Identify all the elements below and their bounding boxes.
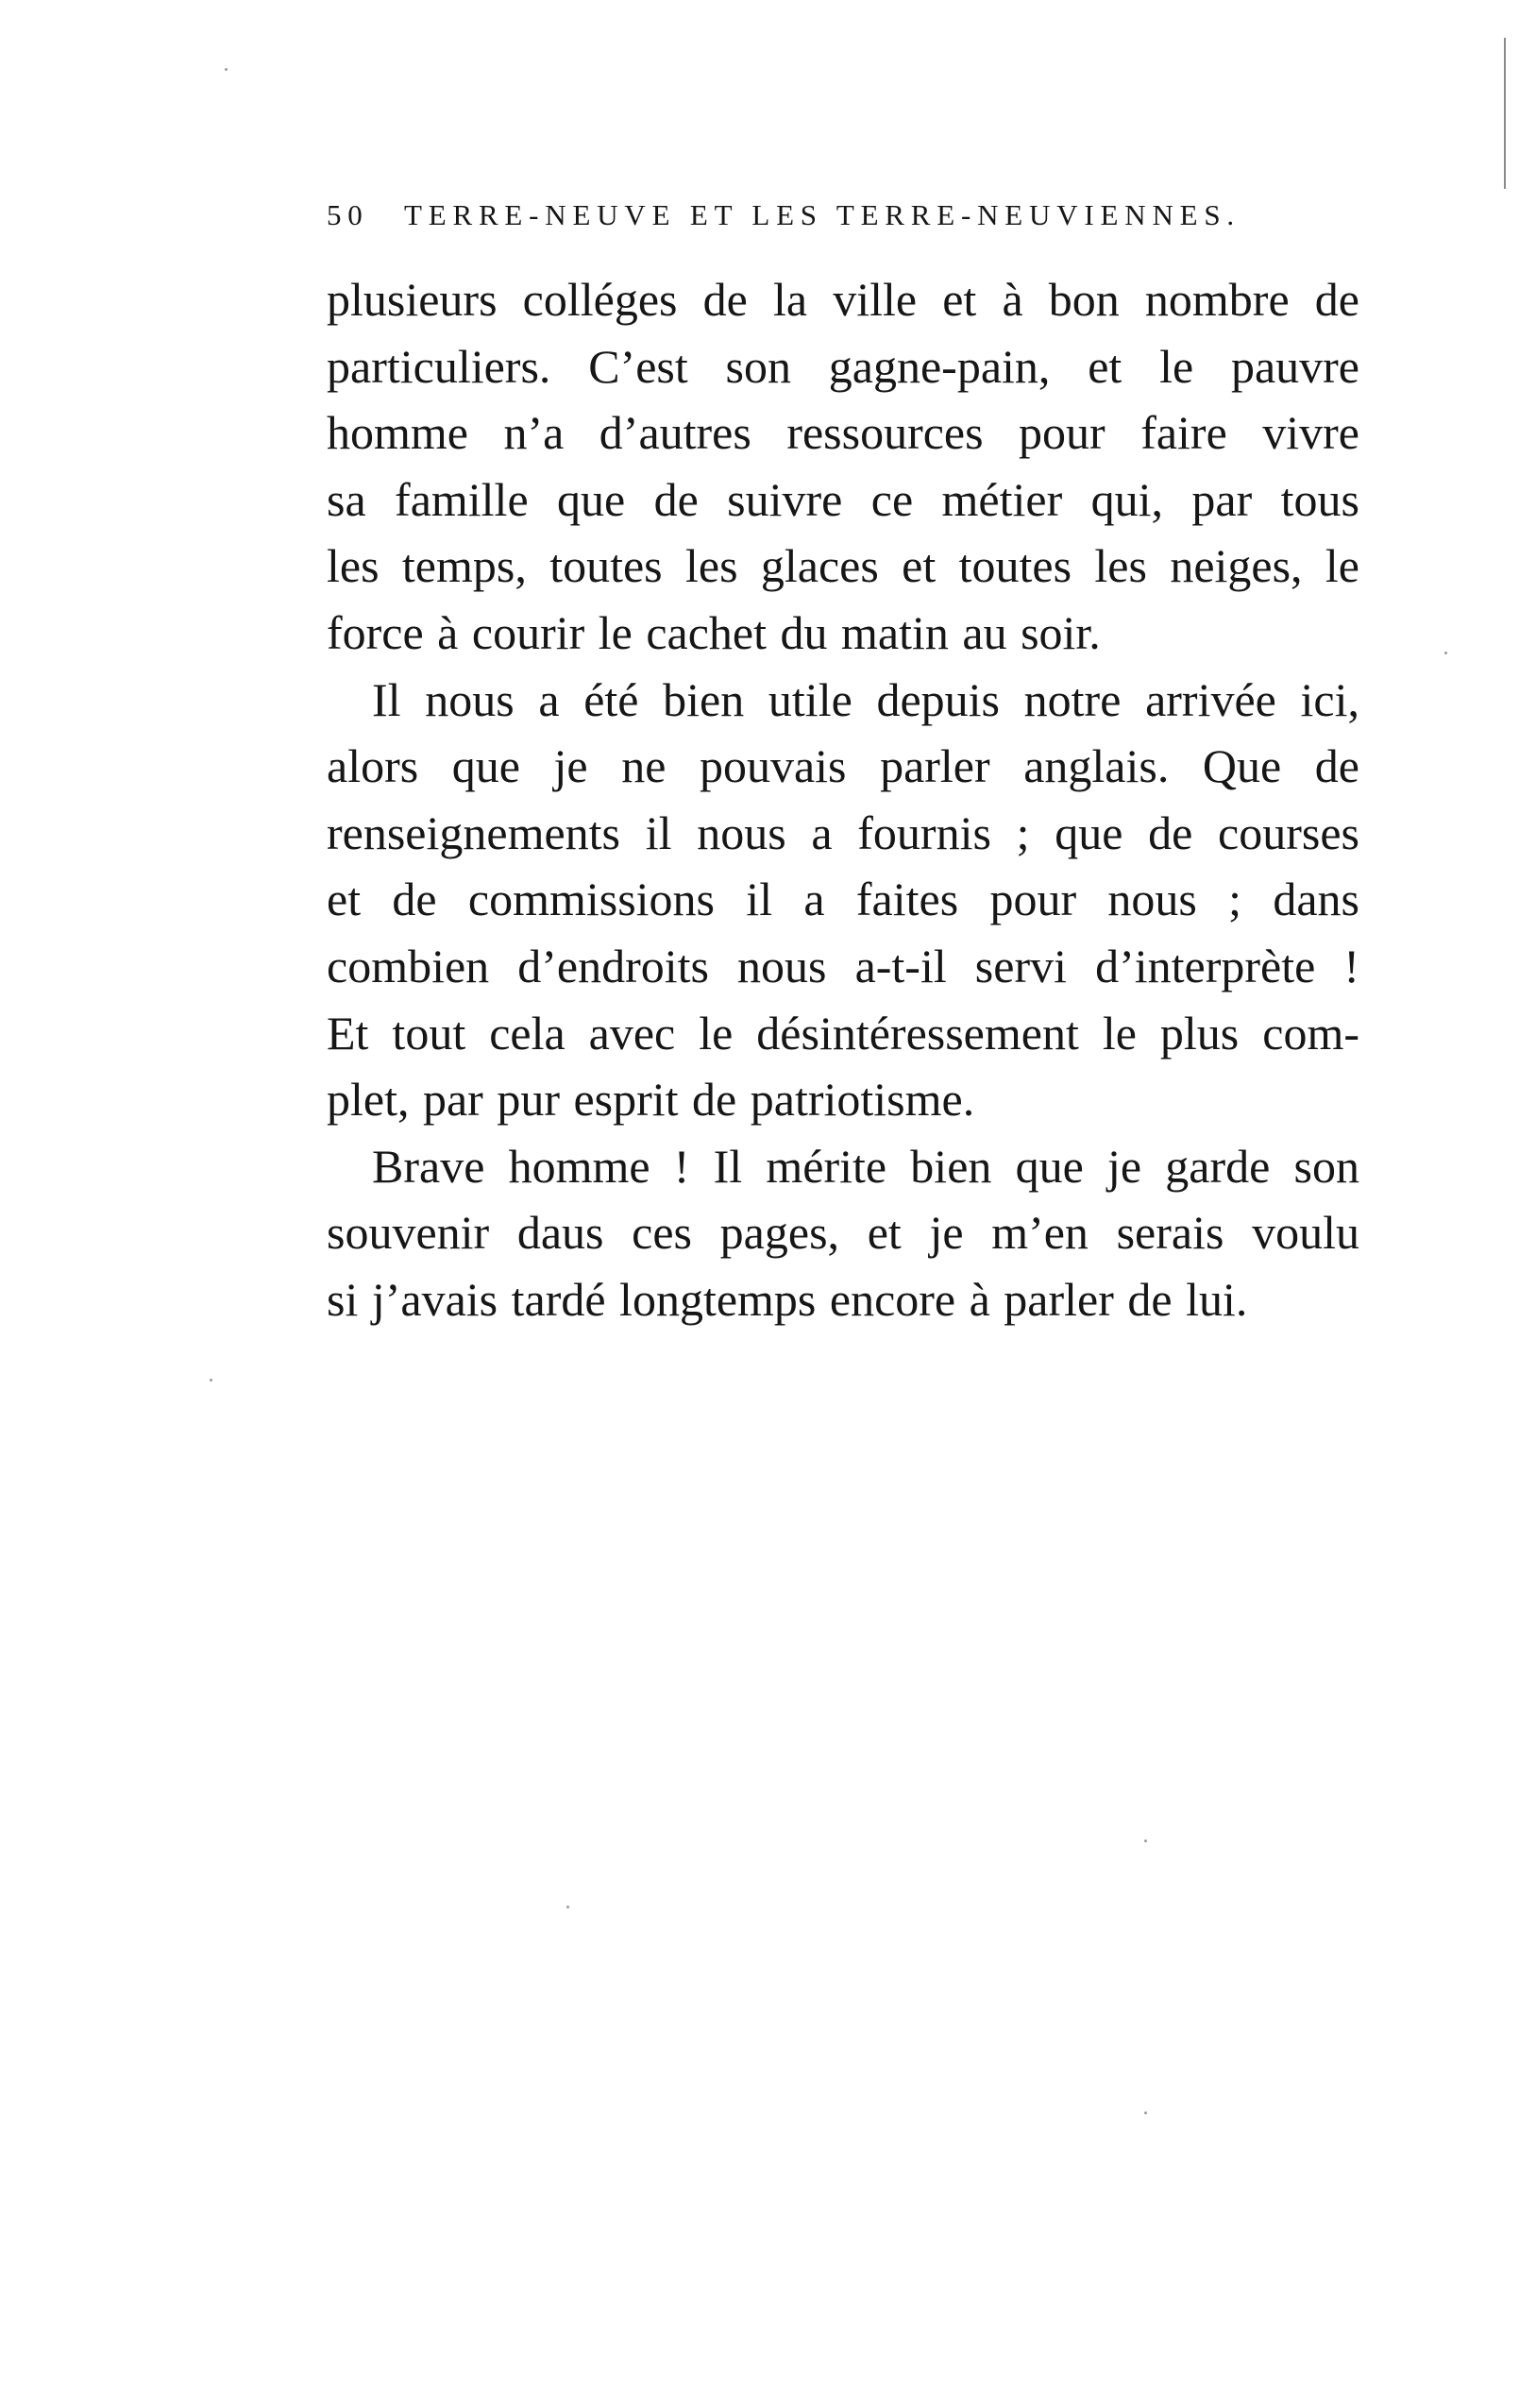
margin-rule bbox=[1504, 38, 1506, 189]
running-title: TERRE-NEUVE ET LES TERRE-NEUVIENNES. bbox=[404, 198, 1241, 231]
text-line: Et tout cela avec le désintéressement le plus com- bbox=[327, 1006, 1359, 1060]
paper-speck bbox=[210, 1379, 212, 1382]
paper-speck bbox=[566, 1906, 569, 1908]
text-line: et de commissions il a faites pour nous ; dans bbox=[327, 873, 1359, 926]
paper-speck bbox=[1144, 1840, 1147, 1842]
text-line: alors que je ne pouvais parler anglais. Que de bbox=[327, 739, 1359, 793]
text-line: si j’avais tardé longtemps encore à parler de lui. bbox=[327, 1272, 1248, 1326]
text-line: souvenir daus ces pages, et je m’en serais voulu bbox=[327, 1206, 1359, 1260]
paragraph-1 bbox=[327, 266, 1359, 667]
text-line: sa famille que de suivre ce métier qui, par tous bbox=[327, 472, 1359, 526]
paper-speck bbox=[225, 68, 228, 71]
paragraph-3 bbox=[327, 1133, 1359, 1333]
paper-speck bbox=[1144, 2111, 1147, 2114]
page-header bbox=[327, 198, 1359, 251]
text-line: homme n’a d’autres ressources pour faire vivre bbox=[327, 406, 1359, 460]
text-line: Il nous a été bien utile depuis notre arrivée ici, bbox=[372, 672, 1359, 726]
paper-speck bbox=[1444, 652, 1447, 654]
text-line: plet, par pur esprit de patriotisme. bbox=[327, 1073, 975, 1127]
text-line: plusieurs colléges de la ville et à bon nombre de bbox=[327, 273, 1359, 326]
text-line: renseignements il nous a fournis ; que de courses bbox=[327, 805, 1359, 859]
text-line: Brave homme ! Il mérite bien que je garde son bbox=[372, 1139, 1359, 1193]
paragraph-2 bbox=[327, 667, 1359, 1133]
text-line: particuliers. C’est son gagne-pain, et le pauvre bbox=[327, 339, 1359, 393]
body-text bbox=[327, 266, 1359, 1333]
page-number: 50 bbox=[327, 198, 369, 231]
text-line: force à courir le cachet du matin au soir. bbox=[327, 605, 1101, 659]
text-line: les temps, toutes les glaces et toutes les neiges, le bbox=[327, 539, 1359, 593]
text-line: combien d’endroits nous a-t-il servi d’interprète ! bbox=[327, 939, 1359, 992]
